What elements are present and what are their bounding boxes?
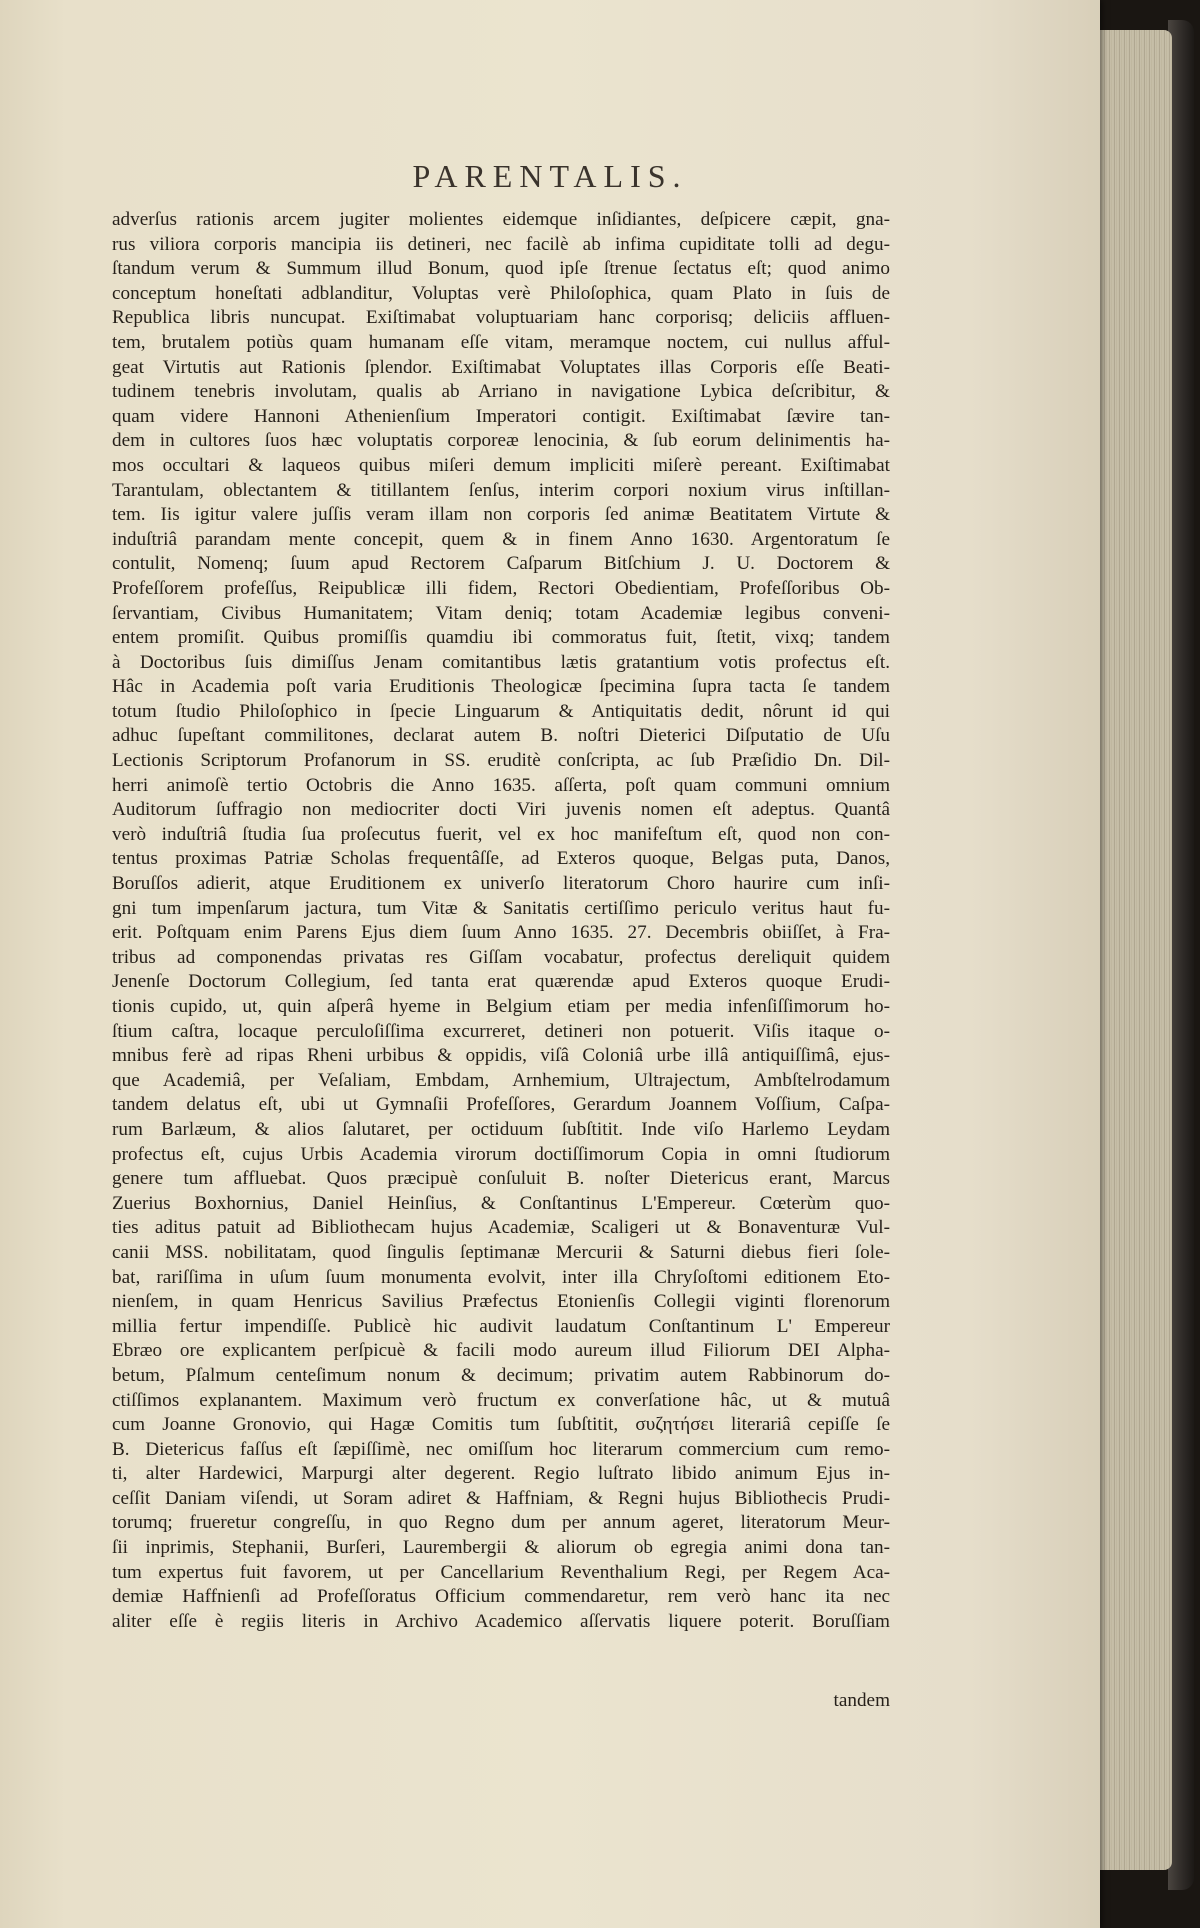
text-line: tum expertus fuit favorem, ut per Cancellarium Reventhalium Regi, per Regem Aca-	[112, 1561, 890, 1583]
text-line: tem. Iis igitur valere juſſis veram illam non corporis ſed animæ Beatitatem Virtute &	[112, 504, 890, 526]
text-line: Ebræo ore explicantem perſpicuè & facili modo aureum illud Filiorum DEI Alpha-	[112, 1340, 890, 1362]
text-line: Tarantulam, oblectantem & titillantem ſenſus, interim corpori noxium virus inſtillan-	[112, 479, 890, 501]
text-line: tudinem tenebris involutam, qualis ab Arriano in navigatione Lybica deſcribitur, &	[112, 381, 890, 403]
text-line: tandem delatus eſt, ubi ut Gymnaſii Profeſſores, Gerardum Joannem Voſſium, Caſpa-	[112, 1094, 890, 1116]
text-line: B. Dietericus faſſus eſt ſæpiſſimè, nec omiſſum hoc literarum commercium cum remo-	[112, 1438, 890, 1460]
body-text	[112, 208, 890, 1634]
text-line: totum ſtudio Philoſophico in ſpecie Linguarum & Antiquitatis dedit, nôrunt id qui	[112, 700, 890, 722]
text-line: herri animoſè tertio Octobris die Anno 1635. aſſerta, poſt quam communi omnium	[112, 774, 890, 796]
text-line: à Doctoribus ſuis dimiſſus Jenam comitantibus lætis gratantium votis profectus eſt.	[112, 651, 890, 673]
text-line: que Academiâ, per Veſaliam, Embdam, Arnhemium, Ultrajectum, Ambſtelrodamum	[112, 1069, 890, 1091]
text-line: contulit, Nomenq; ſuum apud Rectorem Caſparum Bitſchium J. U. Doctorem &	[112, 553, 890, 575]
text-line: gni tum impenſarum jactura, tum Vitæ & Sanitatis certiſſimo periculo veritus haut fu-	[112, 897, 890, 919]
text-line: adverſus rationis arcem jugiter molientes eidemque inſidiantes, deſpicere cæpit, gna-	[112, 209, 890, 230]
text-line: Republica libris nuncupat. Exiſtimabat voluptuariam hanc corporisq; deliciis affluen-	[112, 307, 890, 329]
text-line: verò induſtriâ ſtudia ſua proſecutus fuerit, vel ex hoc manifeſtum eſt, quod non con-	[112, 823, 890, 845]
text-line: cum Joanne Gronovio, qui Hagæ Comitis tum ſubſtitit, συζητήσει literariâ cepiſſe ſe	[112, 1414, 890, 1436]
text-line: profectus eſt, cujus Urbis Academia virorum doctiſſimorum Copia in omni ſtudiorum	[112, 1143, 890, 1165]
text-line: aliter eſſe è regiis literis in Archivo Academico aſſervatis liquere poterit. Boruſſiam	[112, 1610, 890, 1632]
text-line: Zuerius Boxhornius, Daniel Heinſius, & Conſtantinus L'Empereur. Cœterùm quo-	[112, 1192, 890, 1214]
text-line: canii MSS. nobilitatam, quod ſingulis ſeptimanæ Mercurii & Saturni diebus fieri ſole-	[112, 1241, 890, 1263]
text-line: ctiſſimos explanantem. Maximum verò fructum ex converſatione hâc, ut & mutuâ	[112, 1389, 890, 1411]
text-line: ſervantiam, Civibus Humanitatem; Vitam deniq; totam Academiæ legibus conveni-	[112, 602, 890, 624]
text-line: entem promiſit. Quibus promiſſis quamdiu ibi commoratus fuit, ſtetit, vixq; tandem	[112, 627, 890, 649]
text-line: tionis cupido, ut, quin aſperâ hyeme in Belgium etiam per media infenſiſſimorum ho-	[112, 996, 890, 1017]
text-line: millia fertur impendiſſe. Publicè hic audivit laudatum Conſtantinum L' Empereur	[112, 1315, 890, 1337]
text-line: betum, Pſalmum centeſimum nonum & decimum; privatim autem Rabbinorum do-	[112, 1364, 890, 1386]
text-line: adhuc ſupeſtant commilitones, declarat autem B. noſtri Dieterici Diſputatio de Uſu	[112, 725, 890, 747]
text-line: Boruſſos adierit, atque Eruditionem ex univerſo literatorum Choro haurire cum inſi-	[112, 873, 890, 895]
text-line: geat Virtutis aut Rationis ſplendor. Exiſtimabat Voluptates illas Corporis eſſe Beati-	[112, 356, 890, 378]
text-line: genere tum affluebat. Quos præcipuè conſuluit B. noſter Dietericus erant, Marcus	[112, 1168, 890, 1190]
text-line: rus viliora corporis mancipia iis detineri, nec facilè ab infima cupiditate tolli ad degu-	[112, 233, 890, 255]
text-line: mnibus ferè ad ripas Rheni urbibus & oppidis, viſâ Coloniâ urbe illâ antiquiſſimâ, ejus-	[112, 1045, 890, 1067]
catchword: tandem	[833, 1690, 890, 1711]
text-line: induſtriâ parandam mente concepit, quem & in finem Anno 1630. Argentoratum ſe	[112, 528, 890, 550]
page-edges	[1100, 30, 1172, 1870]
text-line: tentus proximas Patriæ Scholas frequentâſſe, ad Exteros quoque, Belgas puta, Danos,	[112, 848, 890, 870]
text-line: torumq; frueretur congreſſu, in quo Regno dum per annum ageret, literatorum Meur-	[112, 1512, 890, 1534]
text-line: rum Barlæum, & alios ſalutaret, per octiduum ſubſtitit. Inde viſo Harlemo Leydam	[112, 1118, 890, 1140]
text-line: tribus ad componendas privatas res Giſſam vocabatur, profectus dereliquit quidem	[112, 946, 890, 968]
text-line: ti, alter Hardewici, Marpurgi alter degerent. Regio luſtrato libido animum Ejus in-	[112, 1463, 890, 1485]
text-line: mos occultari & laqueos quibus miſeri demum impliciti miſerè pereant. Exiſtimabat	[112, 454, 890, 476]
text-line: Jenenſe Doctorum Collegium, ſed tanta erat quærendæ apud Exteros quoque Erudi-	[112, 971, 890, 993]
text-line: erit. Poſtquam enim Parens Ejus diem ſuum Anno 1635. 27. Decembris obiiſſet, à Fra-	[112, 922, 890, 944]
text-line: Auditorum ſuffragio non mediocriter docti Viri juvenis nomen eſt adeptus. Quantâ	[112, 799, 890, 821]
text-line: tem, brutalem potiùs quam humanam eſſe vitam, meramque noctem, cui nullus afful-	[112, 331, 890, 353]
text-line: ties aditus patuit ad Bibliothecam hujus Academiæ, Scaligeri ut & Bonaventuræ Vul-	[112, 1217, 890, 1239]
text-line: conceptum honeſtati adblanditur, Voluptas verè Philoſophica, quam Plato in ſuis de	[112, 282, 890, 304]
text-line: demiæ Haffnienſi ad Profeſſoratus Officium commendaretur, rem verò hanc ita nec	[112, 1586, 890, 1608]
text-line: bat, rariſſima in uſum ſuum monumenta evolvit, inter illa Chryſoſtomi editionem Eto-	[112, 1266, 890, 1288]
text-line: Lectionis Scriptorum Profanorum in SS. eruditè conſcripta, ac ſub Præſidio Dn. Dil-	[112, 750, 890, 772]
text-line: dem in cultores ſuos hæc voluptatis corporeæ lenocinia, & ſub eorum delinimentis ha-	[112, 430, 890, 452]
text-line: quam videre Hannoni Athenienſium Imperatori contigit. Exiſtimabat ſævire tan-	[112, 405, 890, 427]
running-title: PARENTALIS.	[412, 158, 688, 194]
text-line: ſtandum verum & Summum illud Bonum, quod ipſe ſtrenue ſectatus eſt; quod animo	[112, 258, 890, 280]
text-line: ceſſit Daniam viſendi, ut Soram adiret & Haffniam, & Regni hujus Bibliothecis Prudi-	[112, 1487, 890, 1509]
text-line: ſtium caſtra, locaque perculoſiſſima excurreret, detineri non potuerit. Viſis itaque o-	[112, 1020, 890, 1042]
text-line: nienſem, in quam Henricus Savilius Præfectus Etonienſis Collegii viginti florenorum	[112, 1291, 890, 1313]
text-line: Hâc in Academia poſt varia Eruditionis Theologicæ ſpecimina ſupra tacta ſe tandem	[112, 676, 890, 698]
text-line: ſii inprimis, Stephanii, Burſeri, Laurembergii & aliorum ob egregia animi dona tan-	[112, 1537, 890, 1559]
text-line: Profeſſorem profeſſus, Reipublicæ illi fidem, Rectori Obedientiam, Profeſſoribus Ob-	[112, 577, 890, 599]
